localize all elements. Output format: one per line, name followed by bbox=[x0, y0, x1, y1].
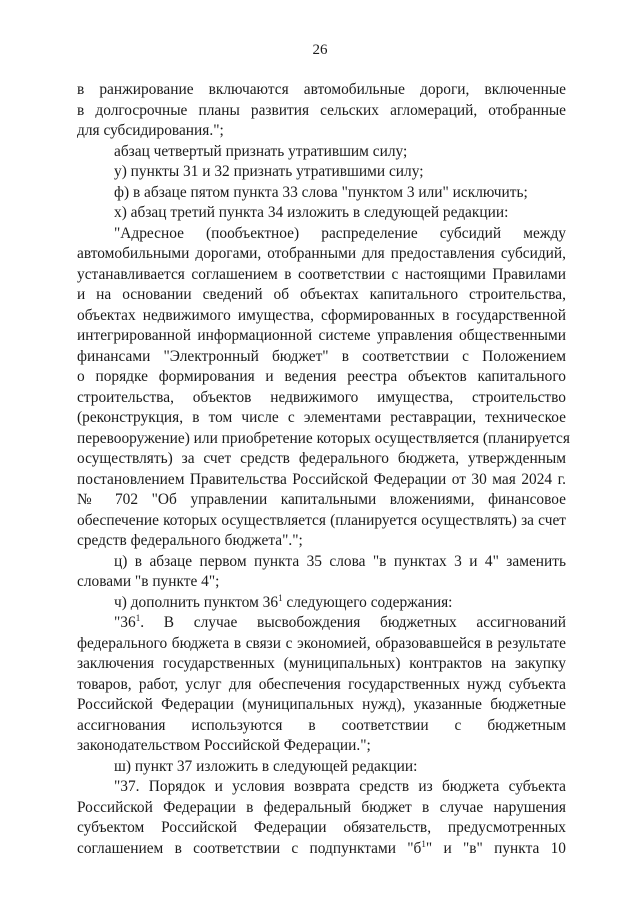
text-fragment: . В случае высвобождения бюджетных ассигнований bbox=[140, 614, 566, 631]
text-line: словами "в пункте 4"; bbox=[77, 573, 220, 590]
text-fragment: " и "в" пункта 10 bbox=[425, 839, 566, 857]
text-line: обеспечение которых осуществляется (планируется осуществлять) за счет bbox=[77, 511, 566, 529]
text-line: средств федерального бюджета"."; bbox=[77, 532, 303, 549]
text-fragment: следующего содержания: bbox=[282, 593, 453, 611]
superscript: 1 bbox=[135, 613, 141, 623]
text-line: субъектом Российской Федерации обязательств, предусмотренных bbox=[77, 819, 566, 836]
text-line: финансами "Электронный бюджет" в соответствии с Положением bbox=[77, 347, 566, 365]
text-fragment: ч) дополнить пунктом 36 bbox=[114, 593, 279, 611]
text-line bbox=[77, 593, 566, 614]
text-line: Российской Федерации в федеральный бюджет в случае нарушения bbox=[77, 798, 566, 816]
text-line bbox=[77, 613, 566, 634]
text-line bbox=[77, 839, 566, 860]
text-line: ф) в абзаце пятом пункта 33 слова "пунктом 3 или" исключить; bbox=[114, 183, 528, 201]
text-line: заключения государственных (муниципальных) контрактов на закупку bbox=[77, 655, 566, 672]
text-line: осуществлять) за счет средств федерального бюджета, утвержденным bbox=[77, 450, 566, 467]
text-line: постановлением Правительства Российской Федерации от 30 мая 2024 г. bbox=[77, 470, 566, 488]
text-line: № 702 "Об управлении капитальными вложениями, финансовое bbox=[77, 491, 566, 508]
page-number: 26 bbox=[312, 42, 328, 58]
text-line: устанавливается соглашением в соответствии с настоящими Правилами bbox=[77, 265, 566, 283]
text-line: перевооружение) или приобретение которых осуществляется (планируется bbox=[77, 429, 570, 447]
text-line: интегрированной информационной системе управления общественными bbox=[77, 327, 566, 344]
text-line: Российской Федерации (муниципальных нужд), указанные бюджетные bbox=[77, 696, 566, 713]
text-line: ш) пункт 37 изложить в следующей редакции: bbox=[114, 757, 418, 775]
text-line: в долгосрочные планы развития сельских агломераций, отобранные bbox=[77, 101, 566, 119]
text-fragment: "36 bbox=[114, 614, 136, 631]
text-line: х) абзац третий пункта 34 изложить в следующей редакции: bbox=[114, 204, 509, 221]
text-line: ассигнования используются в соответствии с бюджетным bbox=[77, 716, 566, 734]
text-line: объектах недвижимого имущества, сформированных в государственной bbox=[77, 306, 566, 324]
text-line: ц) в абзаце первом пункта 35 слова "в пунктах 3 и 4" заменить bbox=[114, 552, 566, 570]
text-line: (реконструкция, в том числе с элементами реставрации, техническое bbox=[77, 409, 566, 426]
text-fragment: соглашением в соответствии с подпунктами "б bbox=[77, 839, 422, 857]
text-line: в ранжирование включаются автомобильные дороги, включенные bbox=[77, 81, 566, 98]
text-line: федерального бюджета в связи с экономией, образовавшейся в результате bbox=[77, 634, 566, 652]
text-line: строительства, объектов недвижимого имущества, строительство bbox=[77, 388, 566, 406]
text-line: товаров, работ, услуг для обеспечения государственных нужд субъекта bbox=[77, 675, 566, 693]
text-line: законодательством Российской Федерации."; bbox=[77, 737, 371, 754]
text-line: и на основании сведений об объектах капитального строительства, bbox=[77, 286, 566, 303]
text-line: для субсидирования."; bbox=[77, 122, 224, 139]
text-line: "Адресное (пообъектное) распределение субсидий между bbox=[114, 224, 566, 242]
text-line: "37. Порядок и условия возврата средств из бюджета субъекта bbox=[114, 778, 566, 795]
text-line: у) пункты 31 и 32 признать утратившими силу; bbox=[114, 163, 424, 180]
text-line: о порядке формирования и ведения реестра объектов капитального bbox=[77, 368, 566, 385]
superscript: 1 bbox=[278, 592, 283, 603]
text-line: автомобильными дорогами, отобранными для предоставления субсидий, bbox=[77, 245, 566, 262]
document-body bbox=[77, 80, 570, 859]
superscript: 1 bbox=[421, 838, 426, 849]
text-line: абзац четвертый признать утратившим силу; bbox=[114, 142, 408, 160]
